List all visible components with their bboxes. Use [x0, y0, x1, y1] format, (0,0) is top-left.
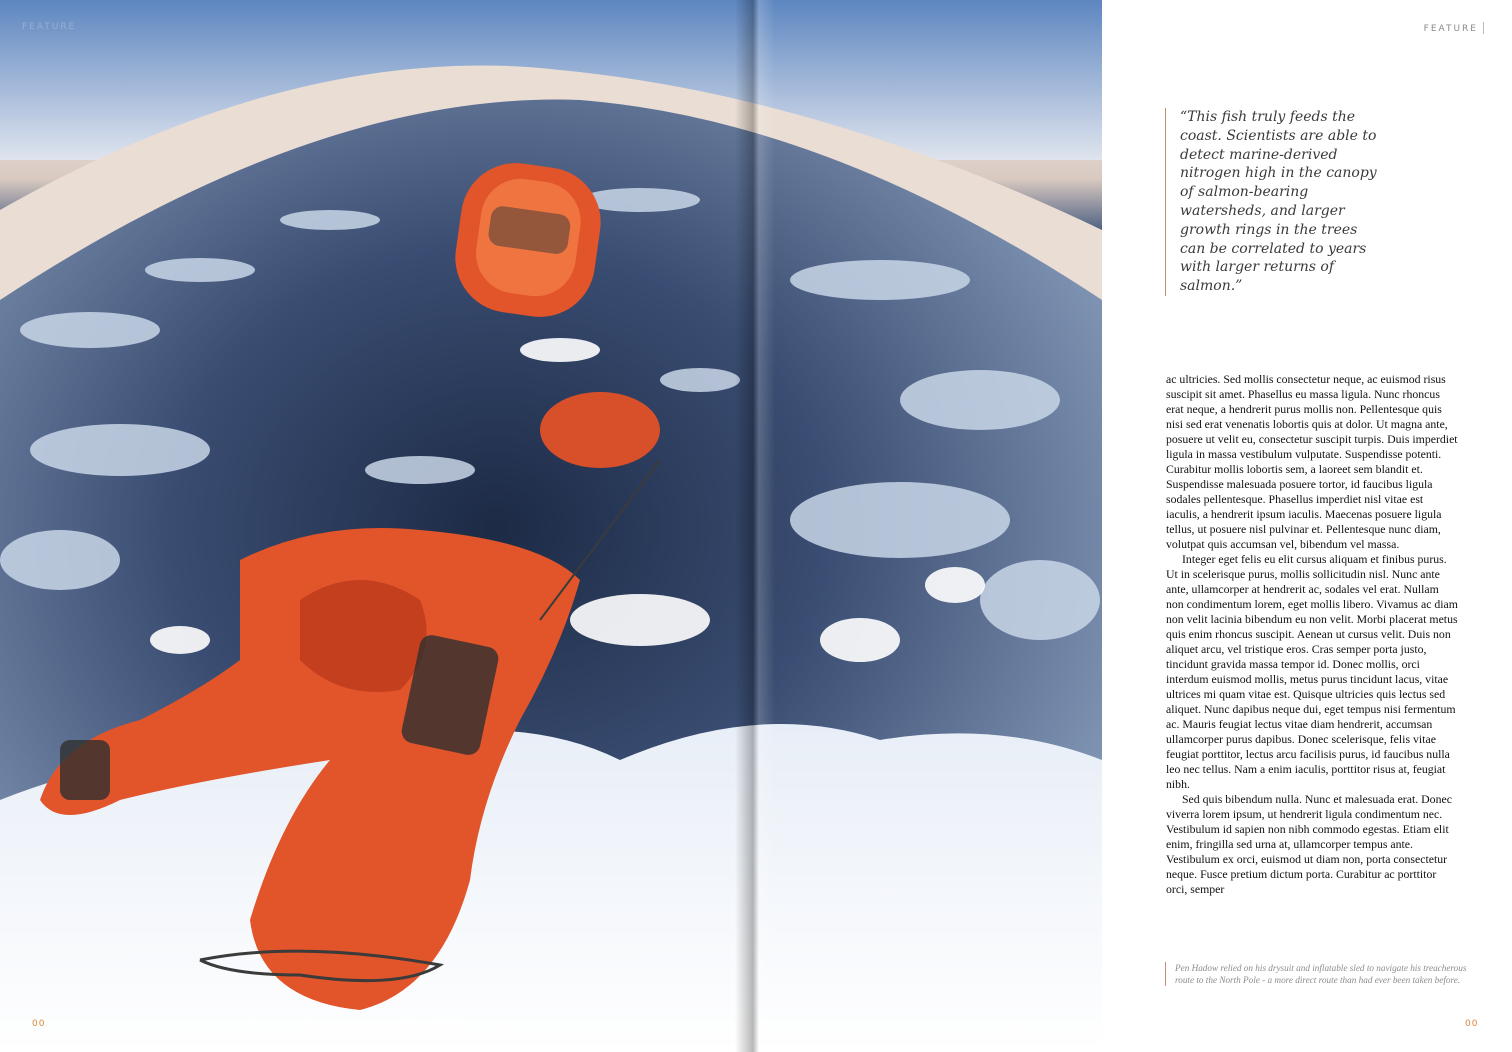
footer-publication: Oceanographic Mag 2018	[305, 1019, 465, 1029]
header-section-left: FEATURE	[22, 22, 77, 32]
photo-caption: Pen Hadow relied on his drysuit and inflatable sled to navigate his treacherous route to the North Pole - a more direct route than had ever been taken before.	[1165, 962, 1467, 986]
pull-quote: “This fish truly feeds the coast. Scientists are able to detect marine-derived nitrogen high in the canopy of salmon-bearing watersheds, and larger growth rings in the trees can be correlated to years with larger returns of salmon.”	[1165, 108, 1380, 296]
header-divider	[1483, 22, 1484, 34]
header-section-right: FEATURE	[1423, 24, 1478, 34]
page-number-left: 00	[32, 1019, 46, 1029]
page-number-right: 00	[1465, 1019, 1479, 1029]
article-body	[1166, 372, 1458, 897]
body-paragraph: Integer eget felis eu elit cursus aliquam et finibus purus. Ut in scelerisque purus, mollis sollicitudin nisl. Nunc ante ante, ullamcorper at hendrerit ac, sodales vel erat. Nullam non condimentum lorem, eget mollis libero. Vivamus ac diam non velit lacinia bibendum eu non velit. Morbi placerat metus quis enim rhoncus suscipit. Aenean ut cursus velit. Duis non aliquet arcu, vel tristique eros. Cras semper porta justo, tincidunt gravida massa tempor id. Donec mollis, orci interdum euismod mollis, metus purus tincidunt lacus, vitae ultrices mi quam vitae est. Quisque ultricies quis lectus sed aliquet. Nunc dapibus neque dui, eget tempus nisi fermentum ac. Mauris feugiat lectus vitae diam hendrerit, accumsan ullamcorper purus dapibus. Donec scelerisque, felis vitae feugiat porttitor, lectus arcu facilisis purus, id faucibus nulla leo nec tellus. Nam a enim iaculis, porttitor risus at, feugiat nibh.	[1166, 552, 1458, 791]
body-paragraph: Sed quis bibendum nulla. Nunc et malesuada erat. Donec viverra lorem ipsum, ut hendrerit ligula condimentum nec. Vestibulum id sapien non nibh commodo egestas. Etiam elit enim, fringilla sed urna at, ullamcorper tempus ante. Vestibulum ex orci, euismod ut diam non, porta consectetur neque. Fusce pretium dictum porta. Curabitur ac porttitor orci, semper	[1166, 792, 1452, 896]
page-gutter-shadow	[735, 0, 775, 1052]
body-paragraph: ac ultricies. Sed mollis consectetur neque, ac euismod risus suscipit sit amet. Phasellus eu massa ligula. Nunc rhoncus erat neque, a hendrerit purus mollis non. Pellentesque quis nisi sed erat venenatis lobortis quis at dolor. Ut magna ante, posuere ut velit eu, consectetur suscipit turpis. Duis imperdiet ligula in massa vestibulum vulputate. Suspendisse potenti. Curabitur mollis lobortis sem, a laoreet sem blandit et. Suspendisse malesuada posuere tortor, id faucibus ligula sodales pellentesque. Phasellus imperdiet nisl vitae est iaculis, a hendrerit ipsum iaculis. Maecenas posuere ligula tellus, ut posuere nisl pulvinar et. Pellentesque nunc diam, volutpat quis accumsan vel, bibendum vel massa.	[1166, 372, 1458, 551]
